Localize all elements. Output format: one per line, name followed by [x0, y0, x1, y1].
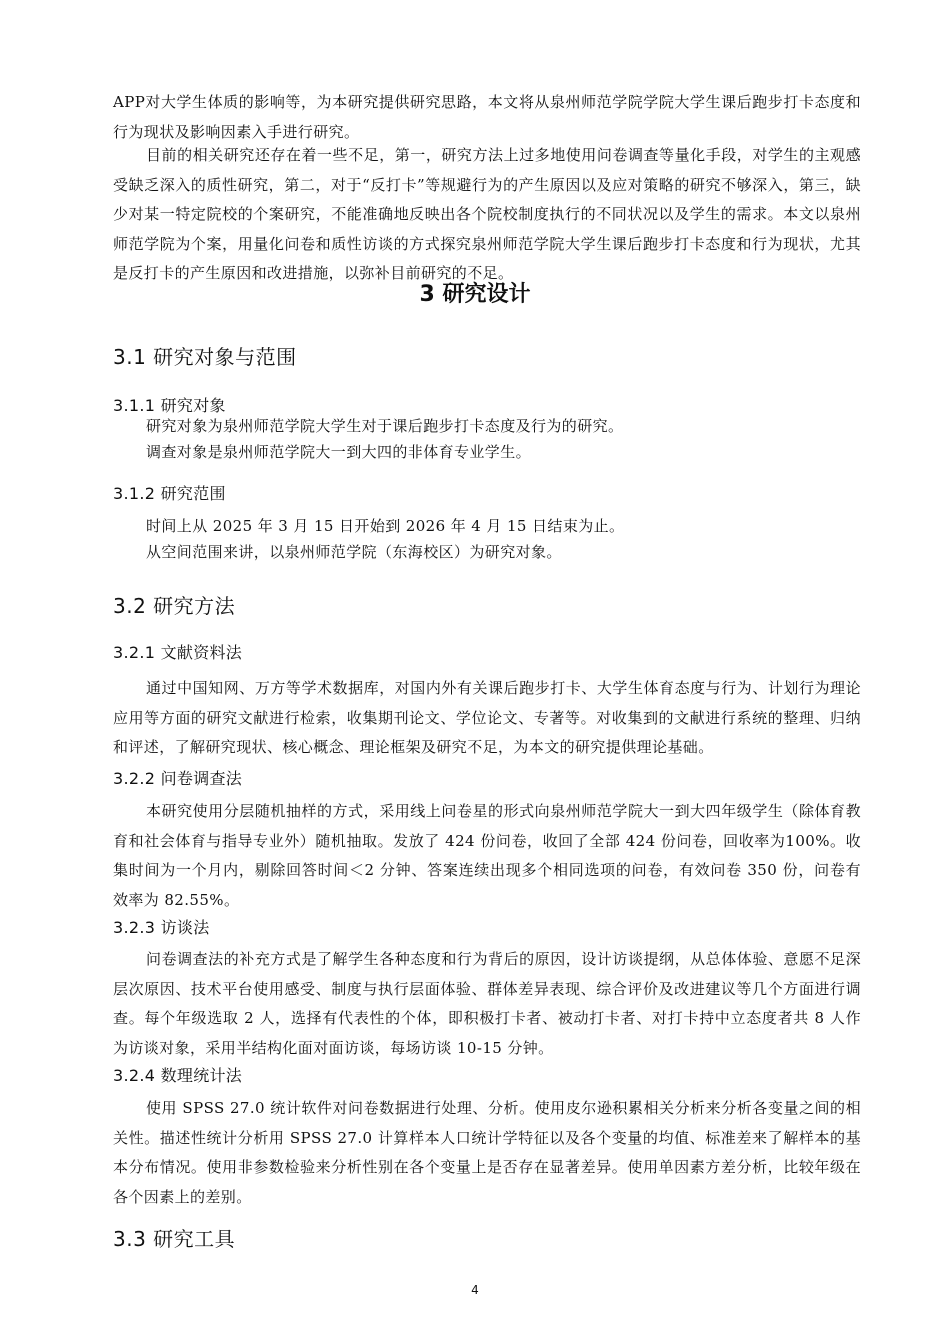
intro-paragraph-1: APP对大学生体质的影响等，为本研究提供研究思路，本文将从泉州师范学院学院大学生课后跑步打卡态度和行为现状及影响因素入手进行研究。 [113, 93, 861, 141]
section-3-2-2-title: 3.2.2 问卷调查法 [113, 769, 243, 788]
section-3-2-1-text: 通过中国知网、万方等学术数据库，对国内外有关课后跑步打卡、大学生体育态度与行为、计划行为理论应用等方面的研究文献进行检索，收集期刊论文、学位论文、专著等。对收集到的文献进行系统的整理、归纳和评述，了解研究现状、核心概念、理论框架及研究不足，为本文的研究提供理论基础。 [113, 679, 861, 756]
page-number: 4 [471, 1283, 479, 1297]
section-3-2-3-title: 3.2.3 访谈法 [113, 918, 210, 937]
section-3-1-1-line-1: 研究对象为泉州师范学院大学生对于课后跑步打卡态度及行为的研究。 [146, 417, 624, 435]
section-3-1-2-line-1: 时间上从 2025 年 3 月 15 日开始到 2026 年 4 月 15 日结束为止。 [146, 517, 625, 535]
section-3-1-1-line-2: 调查对象是泉州师范学院大一到大四的非体育专业学生。 [146, 443, 532, 461]
section-3-1-title: 3.1 研究对象与范围 [113, 345, 297, 369]
section-3-2-3-text: 问卷调查法的补充方式是了解学生各种态度和行为背后的原因，设计访谈提纲，从总体体验、意愿不足深层次原因、技术平台使用感受、制度与执行层面体验、群体差异表现、综合评价及改进建议等几个方面进行调查。每个年级选取 2 人，选择有代表性的个体，即积极打卡者、被动打卡者、对打卡持中立态度者共 8 人作为访谈对象，采用半结构化面对面访谈，每场访谈 10-15 分钟。 [113, 950, 861, 1057]
section-3-1-2-title: 3.1.2 研究范围 [113, 484, 226, 503]
section-3-2-4-title: 3.2.4 数理统计法 [113, 1066, 243, 1085]
intro-paragraph-2: 目前的相关研究还存在着一些不足，第一，研究方法上过多地使用问卷调查等量化手段，对学生的主观感受缺乏深入的质性研究，第二，对于“反打卡”等规避行为的产生原因以及应对策略的研究不够深入，第三，缺少对某一特定院校的个案研究，不能准确地反映出各个院校制度执行的不同状况以及学生的需求。本文以泉州师范学院为个案，用量化问卷和质性访谈的方式探究泉州师范学院大学生课后跑步打卡态度和行为现状，尤其是反打卡的产生原因和改进措施，以弥补目前研究的不足。 [113, 146, 861, 282]
section-3-1-1-title: 3.1.1 研究对象 [113, 396, 226, 415]
section-3-2-1-title: 3.2.1 文献资料法 [113, 643, 243, 662]
chapter-title: 3 研究设计 [419, 282, 531, 307]
section-3-3-title: 3.3 研究工具 [113, 1227, 236, 1251]
section-3-2-title: 3.2 研究方法 [113, 594, 236, 618]
section-3-2-4-text: 使用 SPSS 27.0 统计软件对问卷数据进行处理、分析。使用皮尔逊积累相关分析来分析各变量之间的相关性。描述性统计分析用 SPSS 27.0 计算样本人口统计学特征以及各个变量的均值、标准差来了解样本的基本分布情况。使用非参数检验来分析性别在各个变量上是否存在显著差异。使用单因素方差分析，比较年级在各个因素上的差别。 [113, 1099, 861, 1206]
section-3-2-2-text: 本研究使用分层随机抽样的方式，采用线上问卷星的形式向泉州师范学院大一到大四年级学生（除体育教育和社会体育与指导专业外）随机抽取。发放了 424 份问卷，收回了全部 424 份问卷，回收率为100%。收集时间为一个月内，剔除回答时间＜2 分钟、答案连续出现多个相同选项的问卷，有效问卷 350 份，问卷有效率为 82.55%。 [113, 802, 861, 909]
section-3-1-2-line-2: 从空间范围来讲，以泉州师范学院（东海校区）为研究对象。 [146, 543, 562, 561]
